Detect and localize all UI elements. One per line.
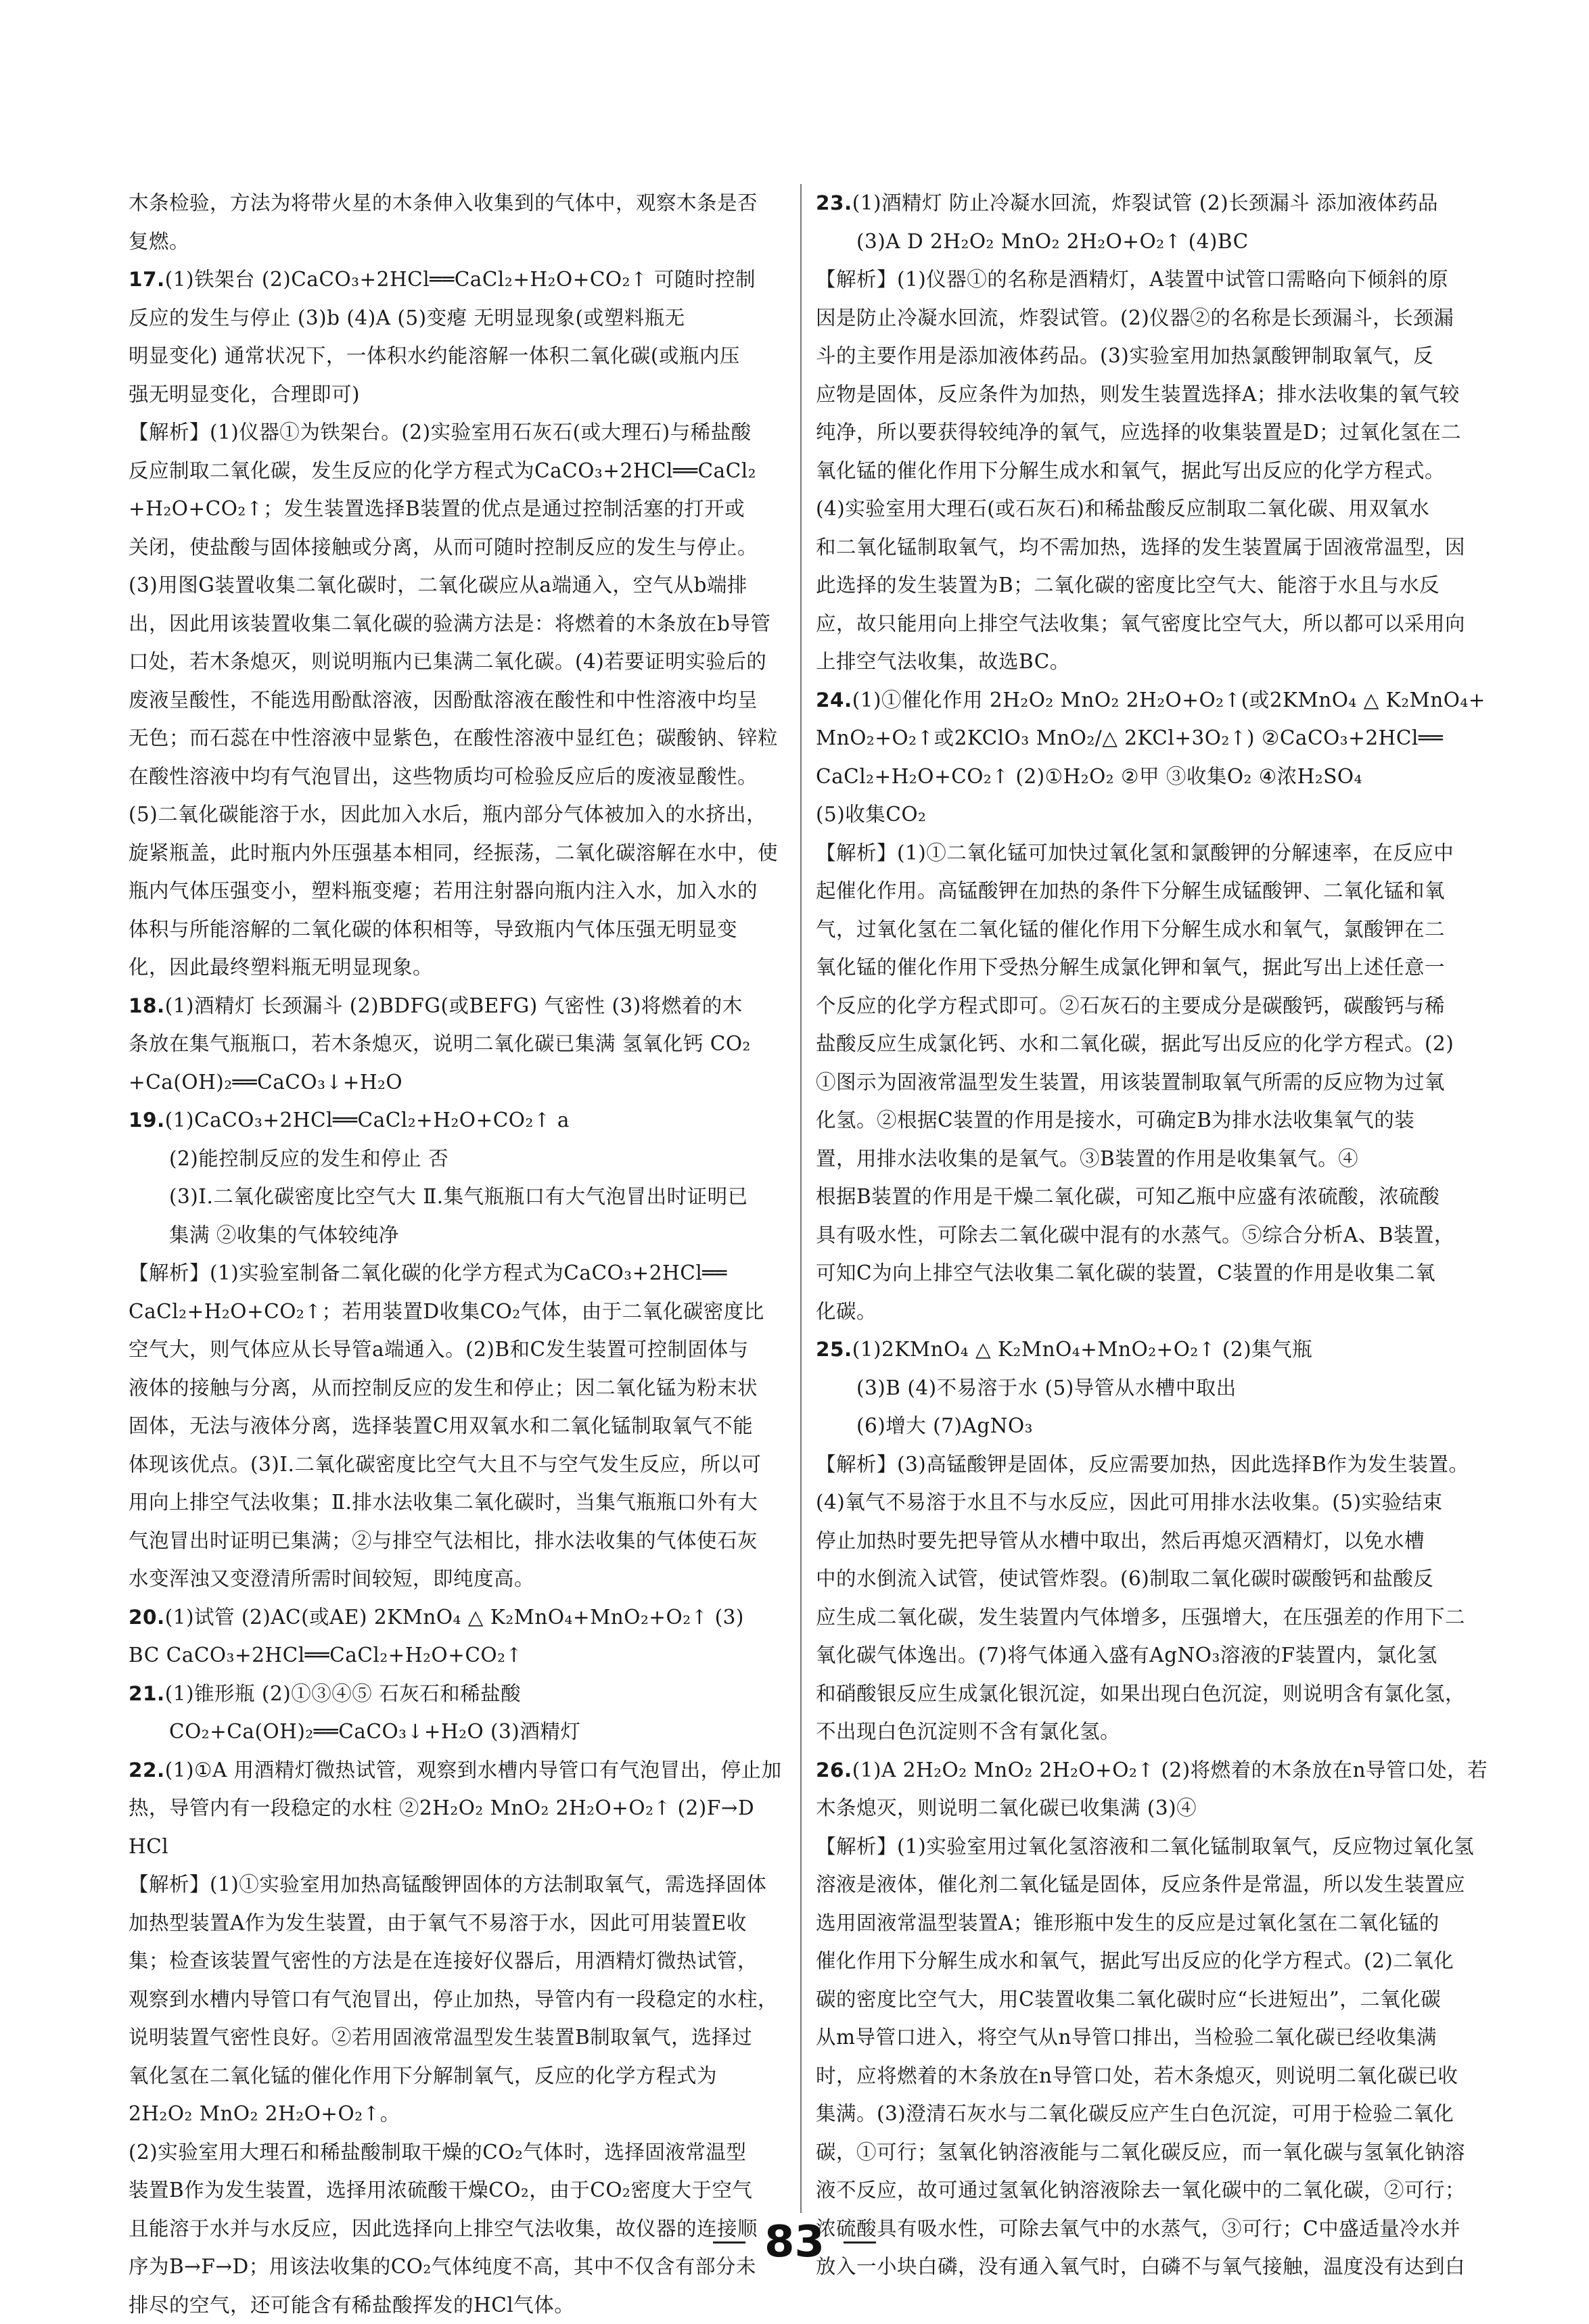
question-number: 24.: [816, 689, 852, 712]
line-text: +Ca(OH)₂══CaCO₃↓+H₂O: [129, 1071, 402, 1094]
text-line: [129, 1407, 825, 1445]
line-text: 气泡冒出时证明已集满；②与排空气法相比，排水法收集的气体使石灰: [129, 1529, 758, 1552]
text-line: [129, 1254, 825, 1293]
line-text: 体现该优点。(3)Ⅰ.二氧化碳密度比空气大且不与空气发生反应，所以可: [129, 1453, 761, 1476]
text-line: [816, 1025, 1513, 1063]
text-line: [816, 1216, 1513, 1255]
line-text: 应物是固体，反应条件为加热，则发生装置选择A；排水法收集的氧气较: [816, 383, 1460, 406]
text-line: [816, 1636, 1513, 1675]
text-line: [816, 2133, 1513, 2172]
text-line: [129, 1522, 825, 1560]
text-line: [129, 1751, 825, 1790]
line-text: 浓硫酸具有吸水性，可除去氧气中的水蒸气，③可行；C中盛适量冷水并: [816, 2217, 1460, 2240]
line-text: MnO₂+O₂↑或2KClO₃ MnO₂/△ 2KCl+3O₂↑) ②CaCO₃+2HCl══: [816, 726, 1443, 749]
text-line: [129, 1445, 825, 1484]
footer-dash-left: [713, 2241, 745, 2244]
text-line: [129, 413, 825, 452]
line-text: 体积与所能溶解的二氧化碳的体积相等，导致瓶内气体压强无明显变: [129, 918, 737, 941]
question-number: 25.: [816, 1338, 852, 1361]
line-text: (1)锥形瓶 (2)①③④⑤ 石灰石和稀盐酸: [165, 1682, 521, 1705]
text-line: [816, 1254, 1513, 1293]
text-line: [129, 1636, 825, 1675]
line-text: CaCl₂+H₂O+CO₂↑ (2)①H₂O₂ ②甲 ③收集O₂ ④浓H₂SO₄: [816, 765, 1362, 788]
text-line: [816, 948, 1513, 987]
line-text: 上排空气法收集，故选BC。: [816, 650, 1070, 673]
line-text: (2)能控制反应的发生和停止 否: [169, 1147, 448, 1170]
text-line: [816, 834, 1513, 873]
line-text: 用向上排空气法收集；Ⅱ.排水法收集二氧化碳时，当集气瓶瓶口外有大: [129, 1491, 758, 1514]
text-line: [816, 1140, 1513, 1178]
text-line: [816, 1980, 1513, 2019]
text-line: [816, 1522, 1513, 1560]
line-text: 瓶内气体压强变小，塑料瓶变瘪；若用注射器向瓶内注入水，加入水的: [129, 879, 758, 902]
line-text: (5)二氧化碳能溶于水，因此加入水后，瓶内部分气体被加入的水挤出，: [129, 803, 766, 826]
line-text: 氧化碳气体逸出。(7)将气体通入盛有AgNO₃溶液的F装置内，氯化氢: [816, 1644, 1437, 1667]
line-text: CaCl₂+H₂O+CO₂↑；若用装置D收集CO₂气体，由于二氧化碳密度比: [129, 1300, 764, 1323]
line-text: 置，用排水法收集的是氧气。③B装置的作用是收集氧气。④: [816, 1147, 1358, 1170]
line-text: 复燃。: [129, 230, 189, 253]
line-text: 不出现白色沉淀则不含有氯化氢。: [816, 1720, 1120, 1743]
text-line: [816, 337, 1513, 375]
line-text: 化碳。: [816, 1300, 877, 1323]
text-line: [129, 1942, 825, 1980]
text-line: [129, 299, 825, 338]
text-line: [816, 452, 1513, 490]
text-line: [129, 910, 825, 949]
text-line: [129, 834, 825, 873]
text-line: [816, 1063, 1513, 1102]
line-text: (3)A D 2H₂O₂ MnO₂ 2H₂O+O₂↑ (4)BC: [856, 230, 1249, 253]
line-text: 中的水倒流入试管，使试管炸裂。(6)制取二氧化碳时碳酸钙和盐酸反: [816, 1567, 1433, 1590]
line-text: 催化作用下分解生成水和氧气，据此写出反应的化学方程式。(2)二氧化: [816, 1949, 1454, 1972]
text-line: [129, 719, 825, 758]
line-text: 具有吸水性，可除去二氧化碳中混有的水蒸气。⑤综合分析A、B装置，: [816, 1224, 1454, 1247]
line-text: 液体的接触与分离，从而控制反应的发生和停止；因二氧化锰为粉末状: [129, 1376, 758, 1399]
line-text: 水变浑浊又变澄清所需时间较短，即纯度高。: [129, 1567, 534, 1590]
text-line: [129, 2133, 825, 2172]
line-text: 出，因此用该装置收集二氧化碳的验满方法是：将燃着的木条放在b导管: [129, 612, 770, 635]
line-text: (5)收集CO₂: [816, 803, 926, 826]
text-line: [816, 1828, 1513, 1866]
line-text: CO₂+Ca(OH)₂══CaCO₃↓+H₂O (3)酒精灯: [169, 1720, 580, 1743]
question-number: 26.: [816, 1759, 852, 1782]
right-column: [816, 184, 1513, 2286]
line-text: (3)用图G装置收集二氧化碳时，二氧化碳应从a端通入，空气从b端排: [129, 574, 747, 597]
line-text: 废液呈酸性，不能选用酚酞溶液，因酚酞溶液在酸性和中性溶液中均呈: [129, 689, 758, 712]
line-text: 碳，①可行；氢氧化钠溶液能与二氧化碳反应，而一氧化碳与氢氧化钠溶: [816, 2141, 1465, 2164]
question-number: 20.: [129, 1606, 165, 1629]
line-text: 根据B装置的作用是干燥二氧化碳，可知乙瓶中应盛有浓硫酸，浓硫酸: [816, 1185, 1440, 1208]
text-line: [129, 1713, 825, 1751]
line-text: 氧化氢在二氧化锰的催化作用下分解制氧气，反应的化学方程式为: [129, 2064, 717, 2087]
left-column: [129, 184, 825, 2324]
line-text: 旋紧瓶盖，此时瓶内外压强基本相同，经振荡，二氧化碳溶解在水中，使: [129, 841, 778, 864]
text-line: [129, 223, 825, 261]
line-text: ①图示为固液常温型发生装置，用该装置制取氧气所需的反应物为过氧: [816, 1071, 1445, 1094]
text-line: [129, 1369, 825, 1408]
line-text: 氧化锰的催化作用下分解生成水和氧气，据此写出反应的化学方程式。: [816, 459, 1445, 482]
line-text: (1)2KMnO₄ △ K₂MnO₄+MnO₂+O₂↑ (2)集气瓶: [852, 1338, 1312, 1361]
line-text: 【解析】(1)仪器①的名称是酒精灯，A装置中试管口需略向下倾斜的原: [816, 268, 1448, 291]
line-text: (6)增大 (7)AgNO₃: [856, 1414, 1033, 1437]
line-text: 选用固液常温型装置A；锥形瓶中发生的反应是过氧化氢在二氧化锰的: [816, 1911, 1440, 1934]
line-text: 因是防止冷凝水回流，炸裂试管。(2)仪器②的名称是长颈漏斗，长颈漏: [816, 306, 1454, 329]
text-line: [129, 2018, 825, 2057]
line-text: 装置B作为发生装置，选择用浓硫酸干燥CO₂，由于CO₂密度大于空气: [129, 2179, 752, 2202]
line-text: 氧化锰的催化作用下受热分解生成氯化钾和氧气，据此写出上述任意一: [816, 956, 1445, 979]
line-text: 和硝酸银反应生成氯化银沉淀，如果出现白色沉淀，则说明含有氯化氢，: [816, 1682, 1465, 1705]
line-text: 口处，若木条熄灭，则说明瓶内已集满二氧化碳。(4)若要证明实验后的: [129, 650, 766, 673]
footer-dash-right: [844, 2241, 876, 2244]
question-number: 18.: [129, 994, 165, 1017]
text-line: [129, 795, 825, 834]
text-line: [816, 375, 1513, 414]
text-line: [816, 719, 1513, 758]
line-text: 停止加热时要先把导管从水槽中取出，然后再熄灭酒精灯，以免水槽: [816, 1529, 1425, 1552]
text-line: [129, 1140, 825, 1178]
text-line: [816, 299, 1513, 338]
line-text: 【解析】(3)高锰酸钾是固体，反应需要加热，因此选择B作为发生装置。: [816, 1453, 1469, 1476]
line-text: 斗的主要作用是添加液体药品。(3)实验室用加热氯酸钾制取氧气，反: [816, 344, 1433, 367]
line-text: 【解析】(1)实验室用过氧化氢溶液和二氧化锰制取氧气，反应物过氧化氢: [816, 1835, 1474, 1858]
text-line: [816, 872, 1513, 910]
text-line: [129, 375, 825, 414]
line-text: (1)A 2H₂O₂ MnO₂ 2H₂O+O₂↑ (2)将燃着的木条放在n导管口处，若: [852, 1759, 1488, 1782]
line-text: (3)B (4)不易溶于水 (5)导管从水槽中取出: [856, 1376, 1237, 1399]
text-line: [129, 1101, 825, 1140]
line-text: 在酸性溶液中均有气泡冒出，这些物质均可检验反应后的废液显酸性。: [129, 765, 758, 788]
text-line: [129, 2286, 825, 2324]
line-text: 个反应的化学方程式即可。②石灰石的主要成分是碳酸钙，碳酸钙与稀: [816, 994, 1445, 1017]
text-line: [816, 1904, 1513, 1943]
text-line: [129, 758, 825, 796]
line-text: 应，故只能用向上排空气法收集；氧气密度比空气大，所以都可以采用向: [816, 612, 1465, 635]
line-text: 序为B→F→D；用该法收集的CO₂气体纯度不高，其中不仅含有部分未: [129, 2255, 756, 2278]
line-text: 集满。(3)澄清石灰水与二氧化碳反应产生白色沉淀，可用于检验二氧化: [816, 2102, 1454, 2125]
text-line: [816, 1560, 1513, 1598]
line-text: 从m导管口进入，将空气从n导管口排出，当检验二氧化碳已经收集满: [816, 2026, 1437, 2049]
text-line: [129, 987, 825, 1025]
text-line: [816, 1407, 1513, 1445]
line-text: 木条检验，方法为将带火星的木条伸入收集到的气体中，观察木条是否: [129, 191, 758, 214]
text-line: [129, 872, 825, 910]
text-line: [816, 1483, 1513, 1522]
text-line: [129, 1025, 825, 1063]
text-line: [129, 184, 825, 223]
text-line: [816, 2095, 1513, 2133]
question-number: 22.: [129, 1759, 165, 1782]
text-line: [816, 2171, 1513, 2210]
text-line: [129, 528, 825, 567]
text-line: [129, 260, 825, 299]
page-footer: [0, 2212, 1589, 2273]
text-line: [129, 2171, 825, 2210]
text-line: [816, 1330, 1513, 1369]
line-text: 【解析】(1)实验室制备二氧化碳的化学方程式为CaCO₃+2HCl══: [129, 1261, 727, 1284]
line-text: 且能溶于水并与水反应，因此选择向上排空气法收集，故仪器的连接顺: [129, 2217, 758, 2240]
line-text: (4)实验室用大理石(或石灰石)和稀盐酸反应制取二氧化碳、用双氧水: [816, 497, 1429, 520]
text-line: [816, 1369, 1513, 1408]
line-text: 可知C为向上排空气法收集二氧化碳的装置，C装置的作用是收集二氧: [816, 1261, 1435, 1284]
line-text: (3)Ⅰ.二氧化碳密度比空气大 Ⅱ.集气瓶瓶口有大气泡冒出时证明已: [169, 1185, 748, 1208]
text-line: [129, 1598, 825, 1637]
text-line: [129, 1789, 825, 1828]
text-line: [816, 566, 1513, 605]
text-line: [129, 452, 825, 490]
text-line: [129, 1904, 825, 1943]
line-text: 反应制取二氧化碳，发生反应的化学方程式为CaCO₃+2HCl══CaCl₂: [129, 459, 756, 482]
line-text: 纯净，所以要获得较纯净的氧气，应选择的收集装置是D；过氧化氢在二: [816, 421, 1461, 444]
text-line: [129, 490, 825, 528]
line-text: 溶液是液体，催化剂二氧化锰是固体，反应条件是常温，所以发生装置应: [816, 1873, 1465, 1896]
line-text: BC CaCO₃+2HCl══CaCl₂+H₂O+CO₂↑: [129, 1644, 523, 1667]
text-line: [816, 643, 1513, 681]
line-text: 盐酸反应生成氯化钙、水和二氧化碳，据此写出反应的化学方程式。(2): [816, 1032, 1454, 1055]
text-line: [129, 1216, 825, 1255]
text-line: [129, 337, 825, 375]
text-line: [816, 1713, 1513, 1751]
text-line: [129, 643, 825, 681]
text-line: [129, 2095, 825, 2133]
text-line: [816, 1178, 1513, 1216]
text-line: [816, 605, 1513, 643]
line-text: 2H₂O₂ MnO₂ 2H₂O+O₂↑。: [129, 2102, 400, 2125]
line-text: (1)酒精灯 长颈漏斗 (2)BDFG(或BEFG) 气密性 (3)将燃着的木: [165, 994, 743, 1017]
line-text: 放入一小块白磷，没有通入氧气时，白磷不与氧气接触，温度没有达到白: [816, 2255, 1465, 2278]
line-text: 起催化作用。高锰酸钾在加热的条件下分解生成锰酸钾、二氧化锰和氧: [816, 879, 1445, 902]
text-line: [816, 1293, 1513, 1331]
text-line: [816, 1789, 1513, 1828]
text-line: [816, 2057, 1513, 2095]
text-line: [129, 1560, 825, 1598]
line-text: (1)CaCO₃+2HCl══CaCl₂+H₂O+CO₂↑ a: [165, 1109, 570, 1132]
line-text: 说明装置气密性良好。②若用固液常温型发生装置B制取氧气，选择过: [129, 2026, 752, 2049]
line-text: 固体，无法与液体分离，选择装置C用双氧水和二氧化锰制取氧气不能: [129, 1414, 753, 1437]
column-divider: [800, 184, 802, 2213]
line-text: 时，应将燃着的木条放在n导管口处，若木条熄灭，则说明二氧化碳已收: [816, 2064, 1458, 2087]
line-text: 气，过氧化氢在二氧化锰的催化作用下分解生成水和氧气，氯酸钾在二: [816, 918, 1445, 941]
text-line: [129, 1675, 825, 1713]
line-text: 【解析】(1)仪器①为铁架台。(2)实验室用石灰石(或大理石)与稀盐酸: [129, 421, 752, 444]
text-line: [816, 490, 1513, 528]
line-text: 空气大，则气体应从长导管a端通入。(2)B和C发生装置可控制固体与: [129, 1338, 749, 1361]
text-line: [129, 1178, 825, 1216]
text-line: [129, 681, 825, 720]
line-text: 无色；而石蕊在中性溶液中显紫色，在酸性溶液中显红色；碳酸钠、锌粒: [129, 726, 778, 749]
page-number: 83: [764, 2217, 825, 2267]
line-text: 条放在集气瓶瓶口，若木条熄灭，说明二氧化碳已集满 氢氧化钙 CO₂: [129, 1032, 751, 1055]
line-text: 【解析】(1)①二氧化锰可加快过氧化氢和氯酸钾的分解速率，在反应中: [816, 841, 1454, 864]
text-line: [816, 184, 1513, 223]
line-text: 木条熄灭，则说明二氧化碳已收集满 (3)④: [816, 1796, 1197, 1819]
question-number: 17.: [129, 268, 165, 291]
text-line: [129, 605, 825, 643]
line-text: 反应的发生与停止 (3)b (4)A (5)变瘪 无明显现象(或塑料瓶无: [129, 306, 685, 329]
text-line: [816, 758, 1513, 796]
line-text: +H₂O+CO₂↑；发生装置选择B装置的优点是通过控制活塞的打开或: [129, 497, 745, 520]
line-text: 碳的密度比空气大，用C装置收集二氧化碳时应“长进短出”，二氧化碳: [816, 1988, 1441, 2011]
line-text: (1)①催化作用 2H₂O₂ MnO₂ 2H₂O+O₂↑(或2KMnO₄ △ K₂MnO₄+: [852, 689, 1486, 712]
text-line: [129, 2057, 825, 2095]
text-line: [129, 1293, 825, 1331]
text-line: [816, 223, 1513, 261]
text-line: [129, 566, 825, 605]
text-line: [129, 1828, 825, 1866]
text-line: [816, 1445, 1513, 1484]
line-text: (1)酒精灯 防止冷凝水回流，炸裂试管 (2)长颈漏斗 添加液体药品: [852, 191, 1438, 214]
line-text: 应生成二氧化碳，发生装置内气体增多，压强增大，在压强差的作用下二: [816, 1606, 1465, 1629]
line-text: 化氢。②根据C装置的作用是接水，可确定B为排水法收集氧气的装: [816, 1109, 1414, 1132]
question-number: 19.: [129, 1109, 165, 1132]
line-text: 液不反应，故可通过氢氧化钠溶液除去一氧化碳中的二氧化碳，②可行；: [816, 2179, 1465, 2202]
line-text: 集；检查该装置气密性的方法是在连接好仪器后，用酒精灯微热试管，: [129, 1949, 758, 1972]
line-text: (1)铁架台 (2)CaCO₃+2HCl══CaCl₂+H₂O+CO₂↑ 可随时控制: [165, 268, 756, 291]
question-number: 21.: [129, 1682, 165, 1705]
line-text: 加热型装置A作为发生装置，由于氧气不易溶于水，因此可用装置E收: [129, 1911, 747, 1934]
text-line: [816, 1751, 1513, 1790]
line-text: (1)①A 用酒精灯微热试管，观察到水槽内导管口有气泡冒出，停止加: [165, 1759, 782, 1782]
line-text: 此选择的发生装置为B；二氧化碳的密度比空气大、能溶于水且与水反: [816, 574, 1440, 597]
text-line: [816, 1101, 1513, 1140]
line-text: 热，导管内有一段稳定的水柱 ②2H₂O₂ MnO₂ 2H₂O+O₂↑ (2)F→D: [129, 1796, 754, 1819]
text-line: [129, 1483, 825, 1522]
text-line: [129, 1865, 825, 1904]
line-text: (1)试管 (2)AC(或AE) 2KMnO₄ △ K₂MnO₄+MnO₂+O₂↑ (3): [165, 1606, 744, 1629]
line-text: (2)实验室用大理石和稀盐酸制取干燥的CO₂气体时，选择固液常温型: [129, 2141, 746, 2164]
line-text: 强无明显变化，合理即可): [129, 383, 360, 406]
text-line: [129, 948, 825, 987]
line-text: 化，因此最终塑料瓶无明显现象。: [129, 956, 433, 979]
text-line: [816, 2018, 1513, 2057]
line-text: HCl: [129, 1835, 168, 1858]
line-text: 排尽的空气，还可能含有稀盐酸挥发的HCl气体。: [129, 2294, 574, 2317]
text-line: [129, 1063, 825, 1102]
text-line: [816, 681, 1513, 720]
line-text: 集满 ②收集的气体较纯净: [169, 1224, 399, 1247]
text-line: [816, 987, 1513, 1025]
line-text: 和二氧化锰制取氧气，均不需加热，选择的发生装置属于固液常温型，因: [816, 536, 1465, 559]
line-text: 关闭，使盐酸与固体接触或分离，从而可随时控制反应的发生与停止。: [129, 536, 758, 559]
text-line: [129, 1330, 825, 1369]
line-text: 明显变化) 通常状况下，一体积水约能溶解一体积二氧化碳(或瓶内压: [129, 344, 740, 367]
text-line: [816, 1598, 1513, 1637]
text-line: [816, 795, 1513, 834]
line-text: 观察到水槽内导管口有气泡冒出，停止加热，导管内有一段稳定的水柱，: [129, 1988, 778, 2011]
text-line: [816, 1865, 1513, 1904]
text-line: [816, 1675, 1513, 1713]
text-line: [816, 910, 1513, 949]
text-line: [129, 1980, 825, 2019]
text-line: [816, 413, 1513, 452]
line-text: (4)氧气不易溶于水且不与水反应，因此可用排水法收集。(5)实验结束: [816, 1491, 1443, 1514]
question-number: 23.: [816, 191, 852, 214]
text-line: [816, 1942, 1513, 1980]
line-text: 【解析】(1)①实验室用加热高锰酸钾固体的方法制取氧气，需选择固体: [129, 1873, 766, 1896]
text-line: [816, 528, 1513, 567]
text-line: [816, 260, 1513, 299]
